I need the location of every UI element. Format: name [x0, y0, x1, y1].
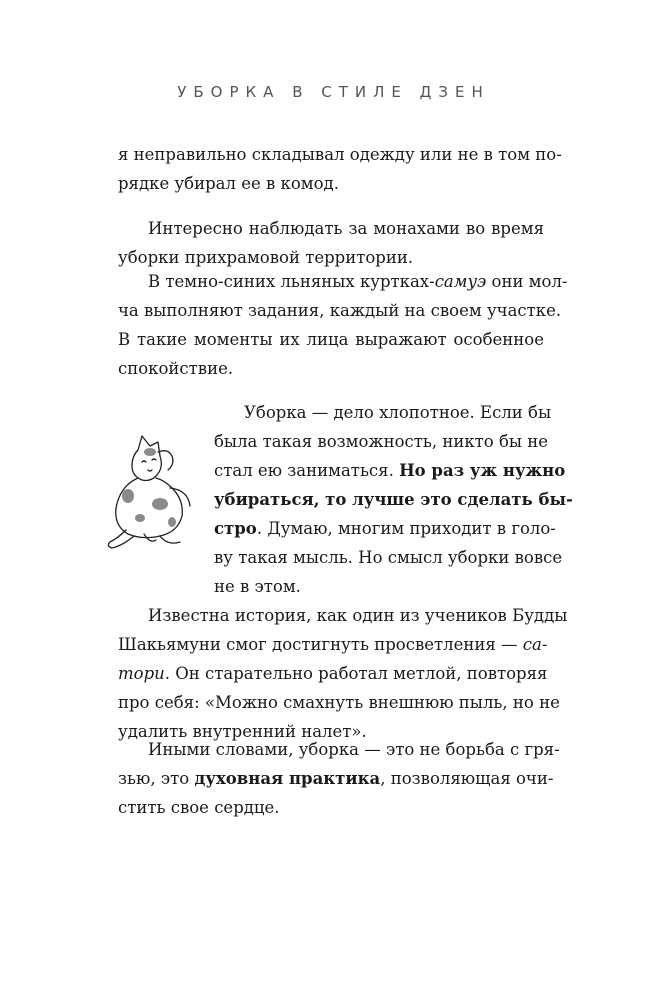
paragraph-1	[118, 140, 562, 198]
running-header: УБОРКА В СТИЛЕ ДЗЕН	[177, 83, 490, 101]
text-line: уборки прихрамовой территории.	[118, 248, 414, 267]
text-line: стал ею заниматься. Но раз уж нужно	[214, 461, 566, 480]
text-line: про себя: «Можно смахнуть внешнюю пыль, но не	[118, 693, 560, 712]
paragraph-3	[118, 267, 568, 383]
text-line: не в этом.	[214, 577, 301, 596]
paragraph-4	[214, 398, 573, 601]
text-line: ча выполняют задания, каждый на своем участке.	[118, 301, 562, 320]
text-line: Шакьямуни смог достигнуть просветления — са-	[118, 635, 548, 654]
text-line: зью, это духовная практика, позволяющая очи-	[118, 769, 554, 788]
text-line: Интересно наблюдать за монахами во время	[148, 219, 544, 238]
paragraph-2	[118, 214, 544, 272]
text-line: рядке убирал ее в комод.	[118, 174, 339, 193]
text-line: В такие моменты их лица выражают особенное	[118, 330, 544, 349]
cat-illustration	[98, 430, 198, 550]
text-line: стить свое сердце.	[118, 798, 280, 817]
text-line: я неправильно складывал одежду или не в том по-	[118, 145, 562, 164]
paragraph-5	[118, 601, 568, 746]
paragraph-6	[118, 735, 560, 822]
text-line: тори. Он старательно работал метлой, повторяя	[118, 664, 548, 683]
text-line: Известна история, как один из учеников Будды	[148, 606, 568, 625]
text-line: стро. Думаю, многим приходит в голо-	[214, 519, 556, 538]
text-line: убираться, то лучше это сделать бы-	[214, 490, 573, 509]
text-line: спокойствие.	[118, 359, 234, 378]
text-line: Уборка — дело хлопотное. Если бы	[244, 403, 552, 422]
text-line: была такая возможность, никто бы не	[214, 432, 549, 451]
text-line: Иными словами, уборка — это не борьба с гря-	[148, 740, 560, 759]
text-line: ву такая мысль. Но смысл уборки вовсе	[214, 548, 563, 567]
text-line: В темно-синих льняных куртках-самуэ они мол-	[148, 272, 568, 291]
text-line: удалить внутренний налет».	[118, 722, 367, 741]
